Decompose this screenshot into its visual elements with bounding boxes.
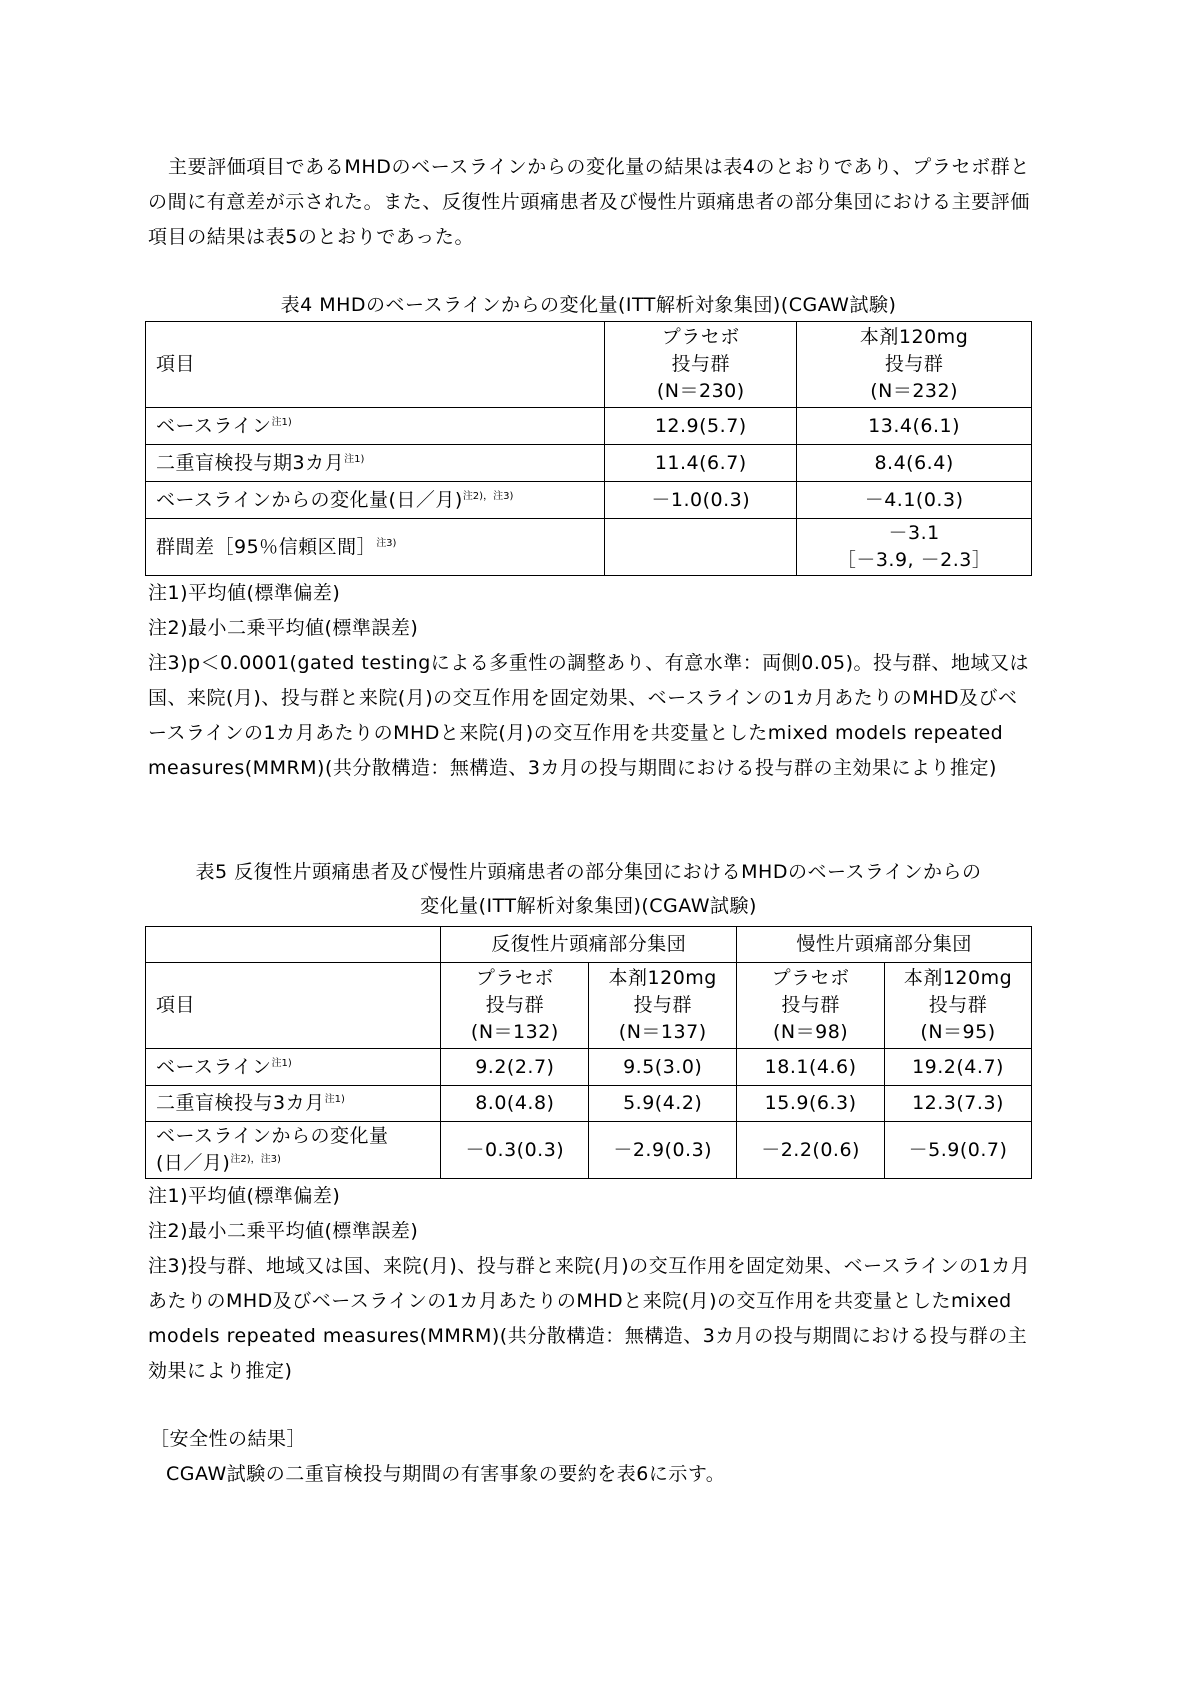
table4 xyxy=(145,321,1032,576)
row-label: 二重盲検投与期3カ月$^{注1)}$ xyxy=(146,445,605,482)
group-header-episodic: 反復性片頭痛部分集団 xyxy=(441,927,737,963)
cell-value: －0.3(0.3) xyxy=(441,1122,589,1179)
cell-value: 12.3(7.3) xyxy=(885,1086,1032,1122)
table-row xyxy=(146,408,1032,445)
table-row xyxy=(146,1049,1032,1086)
table-row xyxy=(146,1086,1032,1122)
table4-note-1: 注1)平均値(標準偏差) xyxy=(148,582,341,604)
table4-header-drug: 本剤120mg 投与群 (N＝232) xyxy=(797,322,1032,408)
cell-value: －2.9(0.3) xyxy=(589,1122,737,1179)
cell-value: －3.1 ［－3.9, －2.3］ xyxy=(797,519,1032,576)
row-label: 群間差［95％信頼区間］$^{注3)}$ xyxy=(146,519,605,576)
table4-header-row xyxy=(146,322,1032,408)
column-header: プラセボ 投与群 (N＝132) xyxy=(441,963,589,1049)
group-header-chronic: 慢性片頭痛部分集団 xyxy=(737,927,1032,963)
row-label: ベースライン$^{注1)}$ xyxy=(146,408,605,445)
cell-value: 12.9(5.7) xyxy=(605,408,797,445)
table4-caption: 表4 MHDのベースラインからの変化量(ITT解析対象集団)(CGAW試験) xyxy=(280,294,897,316)
row-label: ベースラインからの変化量 (日／月)$^{注2),注3)}$ xyxy=(146,1122,441,1179)
cell-value: 8.4(6.4) xyxy=(797,445,1032,482)
cell-value: －4.1(0.3) xyxy=(797,482,1032,519)
cell-value: －5.9(0.7) xyxy=(885,1122,1032,1179)
cell-value: 9.5(3.0) xyxy=(589,1049,737,1086)
table5-note-2: 注2)最小二乗平均値(標準誤差) xyxy=(148,1220,419,1242)
row-label: 二重盲検投与3カ月$^{注1)}$ xyxy=(146,1086,441,1122)
cell-value: 13.4(6.1) xyxy=(797,408,1032,445)
table4-note-2: 注2)最小二乗平均値(標準誤差) xyxy=(148,617,419,639)
table-row xyxy=(146,482,1032,519)
cell-value: 8.0(4.8) xyxy=(441,1086,589,1122)
table-row xyxy=(146,519,1032,576)
cell-value: 5.9(4.2) xyxy=(589,1086,737,1122)
table5 xyxy=(145,926,1032,1179)
intro-paragraph: 主要評価項目であるMHDのベースラインからの変化量の結果は表4のとおりであり、プラセボ群との間に有意差が示された。また、反復性片頭痛患者及び慢性片頭痛患者の部分集団における主要評価項目の結果は表5のとおりであった。 xyxy=(148,156,1031,248)
cell-value: 9.2(2.7) xyxy=(441,1049,589,1086)
table4-note-3: 注3)p＜0.0001(gated testingによる多重性の調整あり、有意水準：両側0.05)。投与群、地域又は国、来院(月)、投与群と来院(月)の交互作用を固定効果、ベースラインの1カ月あたりのMHD及びベースラインの1カ月あたりのMHDと来院(月)の交互作用を共変量としたmixed models repeated measures(MMRM)(共分散構造：無構造、3カ月の投与期間における投与群の主効果により推定) xyxy=(148,652,1029,779)
column-header: プラセボ 投与群 (N＝98) xyxy=(737,963,885,1049)
table5-caption-line1: 表5 反復性片頭痛患者及び慢性片頭痛患者の部分集団におけるMHDのベースラインからの xyxy=(195,861,982,883)
table-row xyxy=(146,445,1032,482)
cell-value: －1.0(0.3) xyxy=(605,482,797,519)
table4-header-item: 項目 xyxy=(146,322,605,408)
cell-value: －2.2(0.6) xyxy=(737,1122,885,1179)
row-label: ベースラインからの変化量(日／月)$^{注2),注3)}$ xyxy=(146,482,605,519)
table5-note-3: 注3)投与群、地域又は国、来院(月)、投与群と来院(月)の交互作用を固定効果、ベースラインの1カ月あたりのMHD及びベースラインの1カ月あたりのMHDと来院(月)の交互作用を共変量としたmixed models repeated measures(MMRM)(共分散構造：無構造、3カ月の投与期間における投与群の主効果により推定) xyxy=(148,1255,1031,1382)
column-header: 本剤120mg 投与群 (N＝95) xyxy=(885,963,1032,1049)
table-row xyxy=(146,1122,1032,1179)
cell-value: 18.1(4.6) xyxy=(737,1049,885,1086)
cell-value xyxy=(605,519,797,576)
cell-value: 19.2(4.7) xyxy=(885,1049,1032,1086)
table5-caption-line2: 変化量(ITT解析対象集団)(CGAW試験) xyxy=(420,895,757,917)
cell-value: 15.9(6.3) xyxy=(737,1086,885,1122)
table5-note-1: 注1)平均値(標準偏差) xyxy=(148,1185,341,1207)
safety-heading: ［安全性の結果］ xyxy=(150,1428,307,1450)
safety-text: CGAW試験の二重盲検投与期間の有害事象の要約を表6に示す。 xyxy=(166,1463,726,1485)
table5-header-item: 項目 xyxy=(146,963,441,1049)
cell-value: 11.4(6.7) xyxy=(605,445,797,482)
table5-group-row xyxy=(146,927,1032,963)
column-header: 本剤120mg 投与群 (N＝137) xyxy=(589,963,737,1049)
table5-header-row xyxy=(146,963,1032,1049)
table4-header-placebo: プラセボ 投与群 (N＝230) xyxy=(605,322,797,408)
row-label: ベースライン$^{注1)}$ xyxy=(146,1049,441,1086)
